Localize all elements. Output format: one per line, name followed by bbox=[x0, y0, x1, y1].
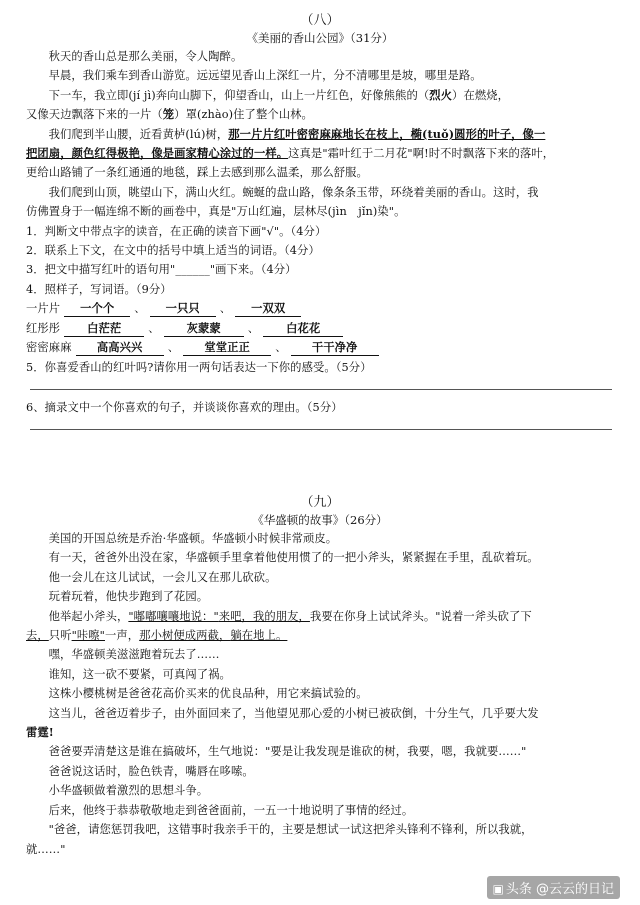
underlined-text: 去， bbox=[26, 629, 49, 643]
question-2: 2．联系上下文，在文中的括号中填上适当的词语。（4分） bbox=[26, 244, 320, 258]
text: 他举起小斧头， bbox=[48, 609, 129, 623]
underlined-answer: 那一片片红叶密密麻麻地长在枝上，椭(tuǒ)圆形的叶子，像一 bbox=[228, 126, 546, 141]
watermark bbox=[487, 876, 620, 899]
answer-word: 一个个 bbox=[64, 301, 130, 317]
row-label: 密密麻麻 bbox=[26, 341, 72, 355]
question-3: 3．把文中描写红叶的语句用"______"画下来。（4分） bbox=[26, 263, 297, 277]
word-row-1 bbox=[0, 299, 640, 318]
underlined-text: 来吧，我的朋友， bbox=[218, 609, 310, 623]
text: 这真是"霜叶红于二月花"啊!时不时飘落下来的落叶， bbox=[288, 147, 555, 161]
paragraph: 爸爸要弄清楚这是谁在搞破坏，生气地说："要是让我发现是谁砍的树，我要，嗯，我就要……" bbox=[48, 745, 527, 759]
paragraph bbox=[0, 125, 640, 144]
separator: 、 bbox=[247, 321, 260, 335]
separator: 、 bbox=[275, 341, 287, 355]
answer-line bbox=[30, 429, 612, 430]
answer-word: 干干净净 bbox=[291, 340, 379, 356]
paragraph: 我们爬到山顶，眺望山下，满山火红。蜿蜒的盘山路，像条条玉带，环绕着美丽的香山。这时，我 bbox=[48, 185, 539, 199]
question-6: 6、摘录文中一个你喜欢的句子，并谈谈你喜欢的理由。（5分） bbox=[26, 400, 343, 414]
separator: 、 bbox=[167, 341, 180, 355]
paragraph: 早晨，我们乘车到香山游览。远远望见香山上深红一片，分不清哪里是坡，哪里是路。 bbox=[48, 69, 482, 83]
text: ）罩(zhào)住了整个山林。 bbox=[174, 108, 313, 122]
text: 又像天边飘落下来的一片（ bbox=[26, 108, 163, 122]
toutiao-icon: ▣ bbox=[492, 882, 504, 896]
text: 下一车，我立即(jí jì)奔向山脚下，仰望香山，山上一片红色，好像熊熊的（ bbox=[48, 88, 430, 102]
answer-word: 一只只 bbox=[150, 301, 216, 317]
paragraph: 嘿，华盛顿美滋滋跑着玩去了…… bbox=[48, 648, 220, 662]
underlined-text: 躺在地上。 bbox=[230, 629, 288, 643]
underlined-answer: 把团扇，颜色红得极艳，像是画家精心涂过的一样。 bbox=[26, 146, 289, 161]
separator: 、 bbox=[134, 302, 146, 316]
answer-word: 一双双 bbox=[235, 301, 301, 317]
word-row-2 bbox=[0, 319, 640, 338]
answer-word: 白茫茫 bbox=[64, 321, 144, 337]
paragraph bbox=[0, 144, 640, 163]
text: 只听 bbox=[48, 629, 72, 643]
text: ）在燃烧， bbox=[452, 88, 510, 102]
separator: 、 bbox=[219, 302, 232, 316]
watermark-text: 头条 @云云的日记 bbox=[505, 882, 614, 897]
question-5: 5．你喜爱香山的红叶吗?请你用一两句话表达一下你的感受。（5分） bbox=[26, 360, 372, 374]
paragraph: 雷霆! bbox=[26, 725, 54, 740]
text: 我要在你身上试试斧头。"说着一斧头砍了下 bbox=[309, 609, 532, 623]
paragraph: 后来，他终于恭恭敬敬地走到爸爸面前，一五一十地说明了事情的经过。 bbox=[48, 803, 414, 817]
paragraph: 美国的开国总统是乔治·华盛顿。华盛顿小时候非常顽皮。 bbox=[48, 532, 338, 545]
section-9-title: 《华盛顿的故事》（26分） bbox=[252, 513, 388, 527]
answer-word: 堂堂正正 bbox=[183, 340, 271, 356]
text: 我们爬到半山腰，近看黄栌(lú)树， bbox=[48, 127, 229, 141]
row-label: 红彤彤 bbox=[26, 321, 61, 335]
paragraph: 小华盛顿做着激烈的思想斗争。 bbox=[48, 784, 209, 798]
section-8-title: 《美丽的香山公园》（31分） bbox=[246, 31, 394, 45]
underlined-text: "咔嚓" bbox=[71, 629, 105, 643]
paragraph: 他一会儿在这儿试试，一会儿又在那儿砍砍。 bbox=[48, 570, 277, 584]
row-label: 一片片 bbox=[26, 302, 61, 316]
paragraph: 秋天的香山总是那么美丽，令人陶醉。 bbox=[48, 50, 243, 63]
question-4: 4．照样子，写词语。（9分） bbox=[26, 282, 172, 296]
answer-word: 高高兴兴 bbox=[76, 340, 164, 356]
text: 一声， bbox=[104, 629, 140, 643]
paragraph: 仿佛置身于一幅连绵不断的画卷中，真是"万山红遍，层林尽(jìn jǐn)染"。 bbox=[26, 205, 406, 219]
paragraph: 爸爸说这话时，脸色铁青，嘴唇在哆嗦。 bbox=[48, 764, 254, 778]
filled-answer: 笼 bbox=[162, 107, 175, 122]
word-row-3 bbox=[0, 338, 640, 357]
answer-word: 灰蒙蒙 bbox=[164, 321, 244, 337]
paragraph: 更给山路铺了一条红通通的地毯，踩上去感到那么温柔，那么舒服。 bbox=[26, 166, 368, 180]
filled-answer: 烈火 bbox=[429, 87, 453, 102]
section-8-number: （八） bbox=[300, 13, 340, 28]
paragraph: "爸爸，请您惩罚我吧，这错事时我亲手干的，主要是想试一试这把斧头锋利不锋利，所以我就， bbox=[48, 823, 533, 837]
paragraph: 这当儿，爸爸迈着步子，由外面回来了，当他望见那心爱的小树已被砍倒，十分生气，几乎要大发 bbox=[48, 706, 539, 720]
question-1: 1．判断文中带点字的读音，在正确的读音下画"√"。（4分） bbox=[26, 224, 327, 238]
paragraph: 玩着玩着，他快步跑到了花园。 bbox=[48, 590, 209, 604]
paragraph: 有一天，爸爸外出没在家，华盛顿手里拿着他使用惯了的一把小斧头，紧紧握在手里，乱砍着玩。 bbox=[48, 551, 539, 565]
section-9-number: （九） bbox=[300, 495, 340, 510]
separator: 、 bbox=[148, 321, 160, 335]
underlined-text: 那小树便成两截， bbox=[139, 629, 231, 643]
paragraph: 就……" bbox=[26, 842, 66, 856]
paragraph: 谁知，这一砍不要紧，可真闯了祸。 bbox=[48, 667, 231, 681]
paragraph bbox=[0, 105, 640, 124]
paragraph: 这株小樱桃树是爸爸花高价买来的优良品种，用它来搞试验的。 bbox=[48, 687, 368, 701]
section-8 bbox=[0, 12, 640, 430]
paragraph bbox=[0, 607, 640, 626]
answer-word: 白花花 bbox=[263, 321, 343, 337]
paragraph bbox=[0, 626, 640, 645]
paragraph bbox=[0, 86, 640, 105]
underlined-text: "嘟嘟嚷嚷地说：" bbox=[128, 609, 219, 623]
section-9 bbox=[0, 494, 640, 859]
